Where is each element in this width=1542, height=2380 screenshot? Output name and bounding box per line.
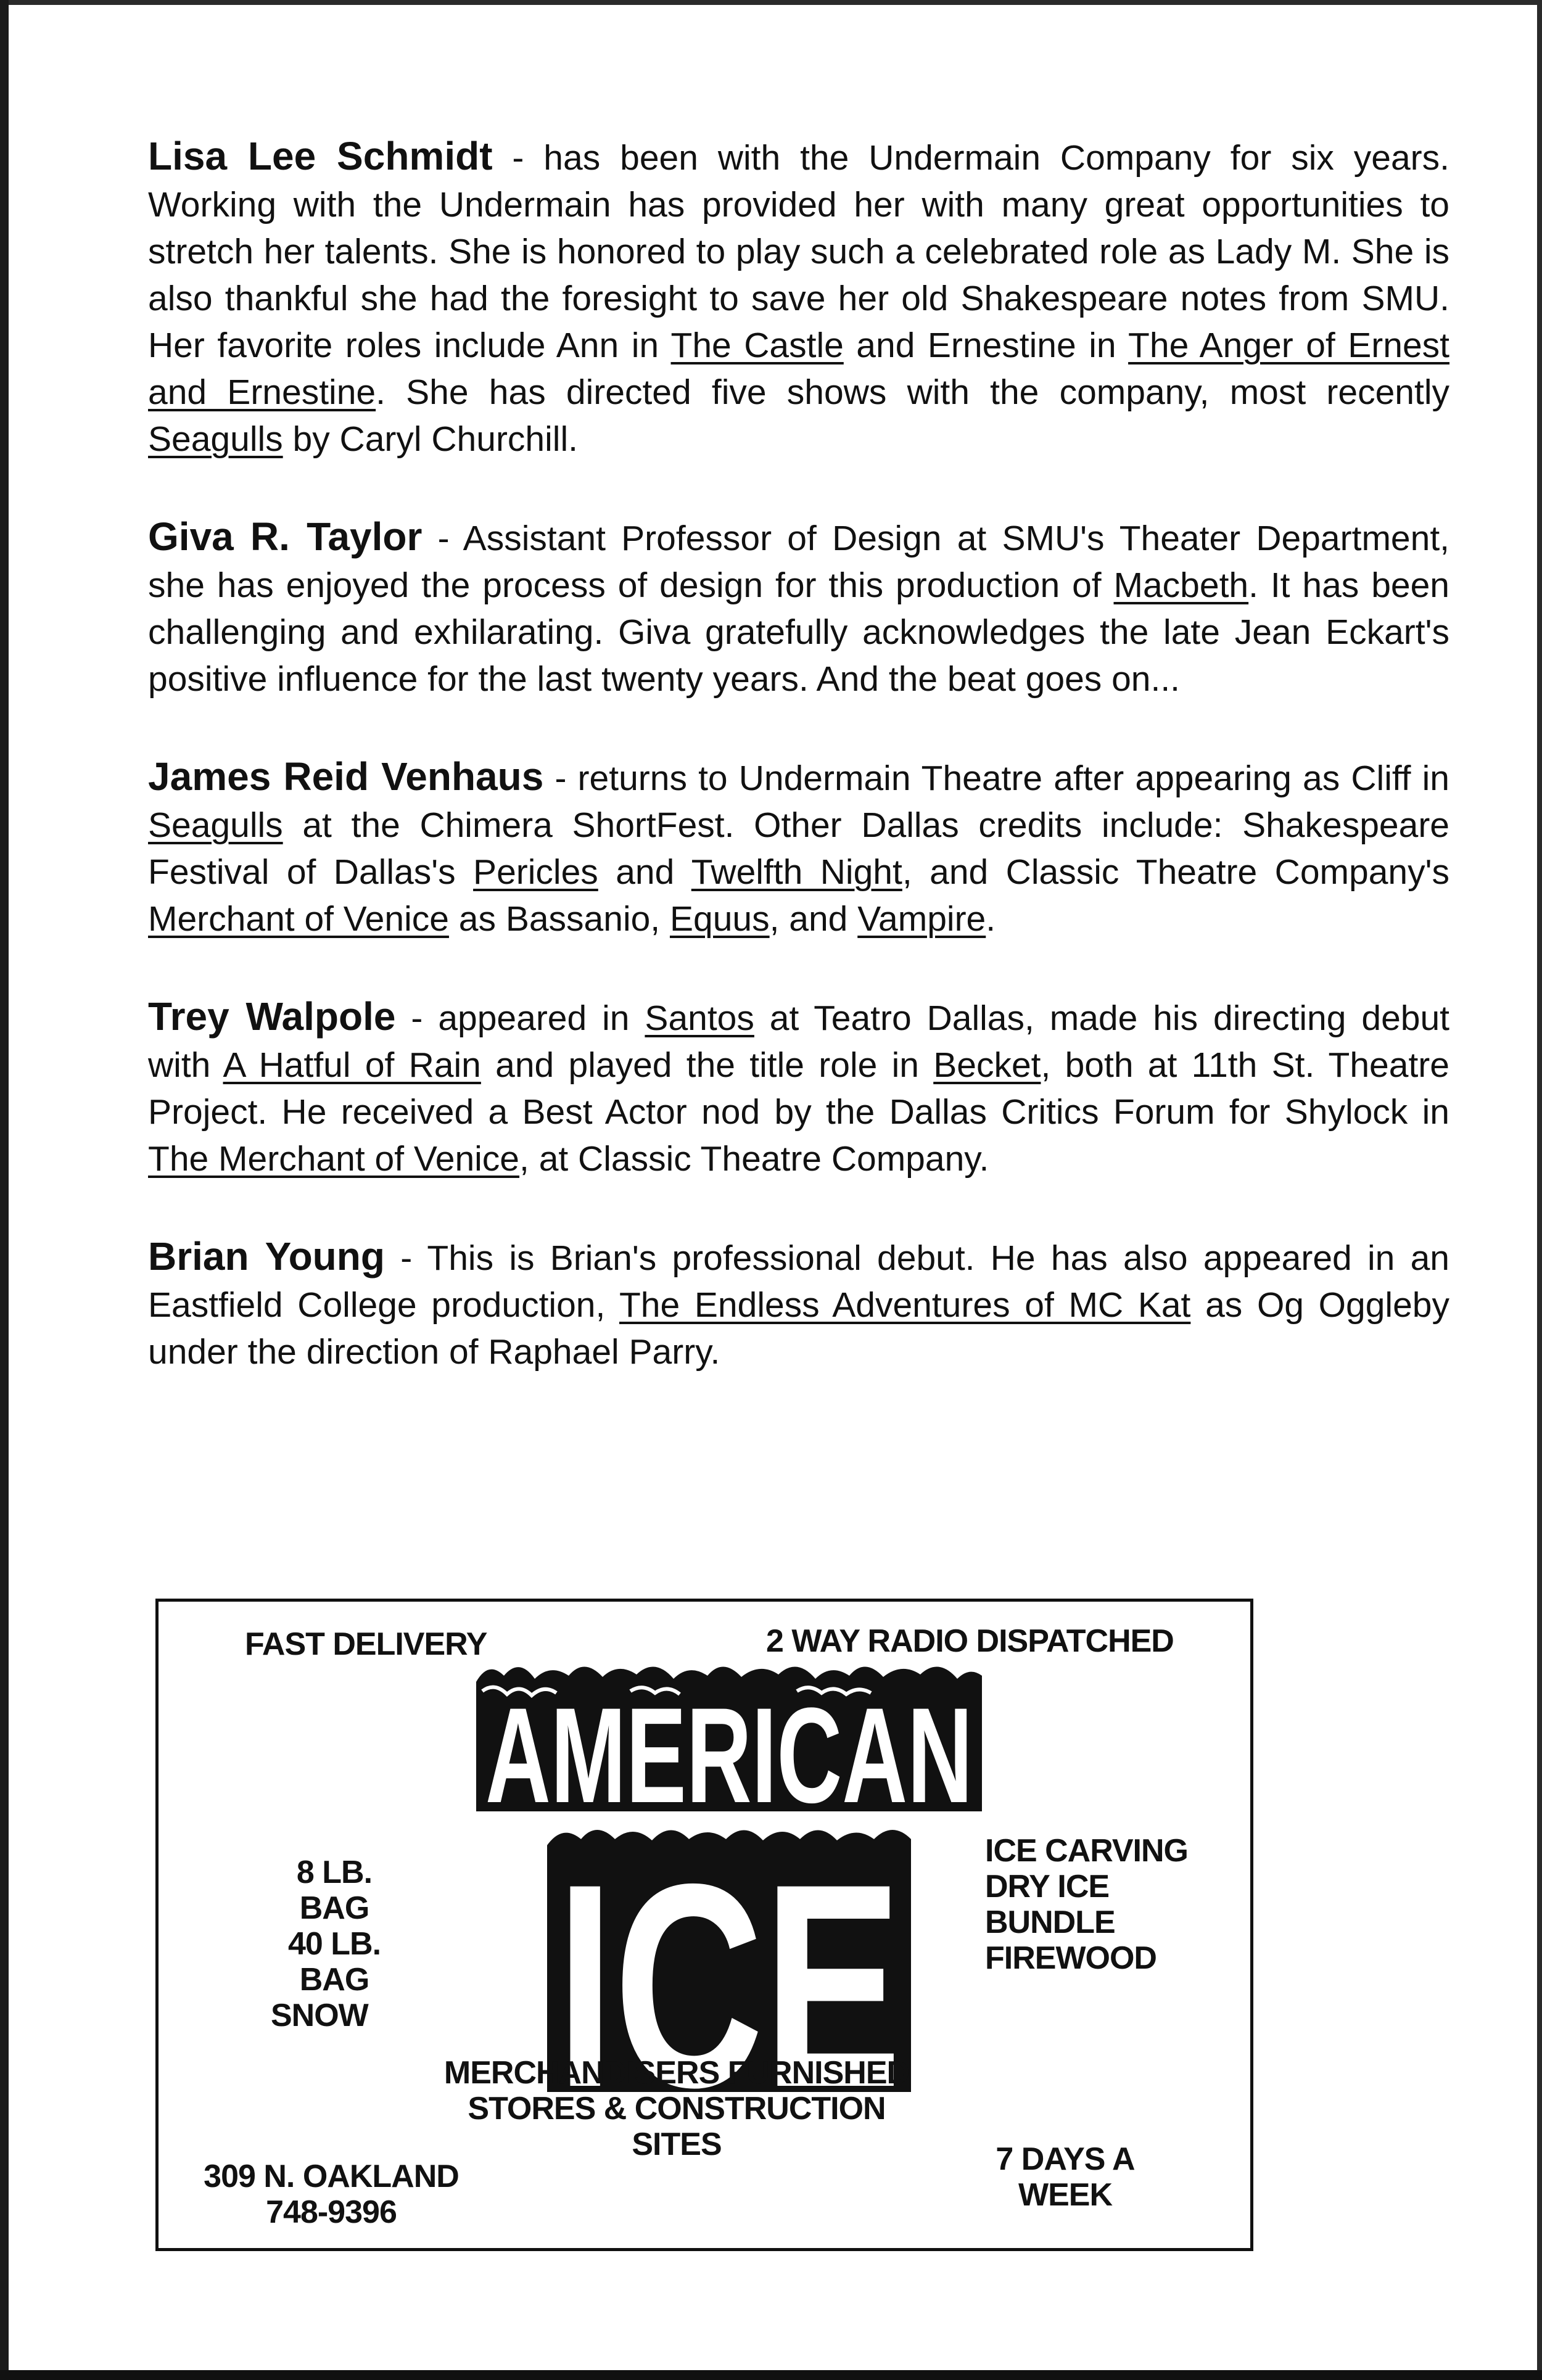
american-logo xyxy=(476,1657,982,1811)
bio-text-segment: as Bassanio, xyxy=(448,899,670,939)
bio-text-segment: by Caryl Churchill. xyxy=(282,419,578,459)
ad-address-block xyxy=(196,2159,467,2230)
bio-text xyxy=(148,138,1449,459)
bio-entry xyxy=(148,133,1449,463)
bio-title-underlined: Seagulls xyxy=(148,419,283,459)
bio-name: James Reid Venhaus xyxy=(148,754,544,799)
ad-service-item: ICE CARVING xyxy=(985,1833,1188,1869)
ice-logo xyxy=(547,1821,911,2092)
bio-title-underlined: Pericles xyxy=(473,852,598,892)
bio-title-underlined: Seagulls xyxy=(148,805,283,845)
bio-title-underlined: Macbeth xyxy=(1113,566,1249,605)
ad-product-item: 8 LB. BAG xyxy=(296,1855,373,1926)
bio-name: Giva R. Taylor xyxy=(148,514,423,559)
ad-hours xyxy=(985,2141,1145,2213)
bio-text-segment: as Og Oggleby under the direction of Raphael Parry. xyxy=(148,1285,1449,1372)
bio-text-segment: , and Classic Theatre Company's xyxy=(902,852,1449,892)
bio-text-segment: at the Chimera ShortFest. Other Dallas credits include: Shakespeare Festival of Dallas's xyxy=(148,805,1449,892)
ad-products-right xyxy=(985,1833,1188,1976)
ad-merchandisers-line: MERCHANDISERS FURNISHED xyxy=(443,2055,910,2091)
scan-edge-right xyxy=(1537,0,1542,2380)
bio-title-underlined: Merchant of Venice xyxy=(148,899,449,939)
scan-edge-left xyxy=(0,0,9,2380)
bio-text-segment: - This is Brian's professional debut. He has also appeared in an Eastfield College production, xyxy=(148,1238,1450,1325)
ad-service-item: FIREWOOD xyxy=(985,1940,1156,1976)
bio-title-underlined: The Endless Adventures of MC Kat xyxy=(619,1285,1191,1325)
american-logo-text: AMERICAN xyxy=(485,1679,973,1811)
bio-title-underlined: Vampire xyxy=(857,899,986,939)
bio-entry xyxy=(148,753,1449,942)
american-ice-advertisement xyxy=(155,1599,1253,2251)
ad-radio-dispatched: 2 WAY RADIO DISPATCHED xyxy=(766,1623,1174,1659)
ad-merchandisers xyxy=(424,2055,930,2162)
bio-title-underlined: Becket xyxy=(933,1045,1041,1085)
bio-title-underlined: The Merchant of Venice xyxy=(148,1139,520,1179)
bio-text-segment: - Assistant Professor of Design at SMU's Theater Department, she has enjoyed the process of design for this production of xyxy=(148,519,1450,605)
ad-fast-delivery: FAST DELIVERY xyxy=(245,1626,487,1662)
bio-text-segment: - appeared in xyxy=(395,999,645,1038)
scan-edge-bottom xyxy=(0,2370,1542,2380)
bio-title-underlined: Equus xyxy=(669,899,770,939)
ad-address: 309 N. OAKLAND xyxy=(204,2159,459,2194)
bio-entry xyxy=(148,1233,1449,1375)
bio-text-segment: - returns to Undermain Theatre after appearing as Cliff in xyxy=(543,759,1449,798)
bio-text-segment: - has been with the Undermain Company for six years. Working with the Undermain has provided her with many great opportunities to stretch her talents. She is honored to play such a celebrated role as Lady M. She is also thankful she had the foresight to save her old Shakespeare notes from SMU. Her favorite roles include Ann in xyxy=(148,138,1450,365)
bio-text-segment: and Ernestine in xyxy=(843,326,1129,365)
bios-section xyxy=(148,133,1449,1426)
bio-title-underlined: Santos xyxy=(645,999,754,1038)
bio-name: Trey Walpole xyxy=(148,994,396,1039)
bio-name: Brian Young xyxy=(148,1234,385,1279)
bio-entry xyxy=(148,513,1449,702)
bio-text-segment: , both at 11th St. Theatre Project. He received a Best Actor nod by the Dallas Critics Forum for Shylock in xyxy=(148,1045,1449,1132)
ad-products-left xyxy=(263,1855,405,2033)
bio-text-segment: . It has been challenging and exhilarating. Giva gratefully acknowledges the late Jean Eckart's positive influence for the last twenty years. And the beat goes on... xyxy=(148,566,1449,699)
bio-text-segment: . She has directed five shows with the company, most recently xyxy=(376,373,1449,412)
ad-service-item: DRY ICE xyxy=(985,1869,1110,1904)
ad-merchandisers-line: STORES & CONSTRUCTION SITES xyxy=(468,2091,886,2162)
ice-logo-text: ICE xyxy=(556,1824,902,2092)
ad-hours-line: WEEK xyxy=(1018,2177,1112,2213)
bio-title-underlined: The Castle xyxy=(670,326,844,365)
bio-name: Lisa Lee Schmidt xyxy=(148,134,493,178)
bio-title-underlined: A Hatful of Rain xyxy=(223,1045,481,1085)
bio-text-segment: . xyxy=(986,899,996,939)
ad-service-item: BUNDLE xyxy=(985,1904,1115,1940)
scan-edge-top xyxy=(0,0,1542,5)
bio-title-underlined: The Anger of Ernest and Ernestine xyxy=(148,326,1449,412)
ad-product-item: SNOW xyxy=(271,1998,368,2033)
bio-title-underlined: Twelfth Night xyxy=(691,852,902,892)
ad-hours-line: 7 DAYS A xyxy=(996,2141,1135,2177)
bio-text-segment: and xyxy=(598,852,691,892)
ad-product-item: 40 LB. BAG xyxy=(287,1926,381,1998)
bio-text-segment: at Teatro Dallas, made his directing debut with xyxy=(148,999,1450,1085)
bio-text-segment: , at Classic Theatre Company. xyxy=(519,1139,989,1179)
bio-text-segment: and played the title role in xyxy=(480,1045,934,1085)
bio-entry xyxy=(148,993,1449,1182)
bio-text-segment: , and xyxy=(769,899,858,939)
ad-phone: 748-9396 xyxy=(266,2194,397,2230)
